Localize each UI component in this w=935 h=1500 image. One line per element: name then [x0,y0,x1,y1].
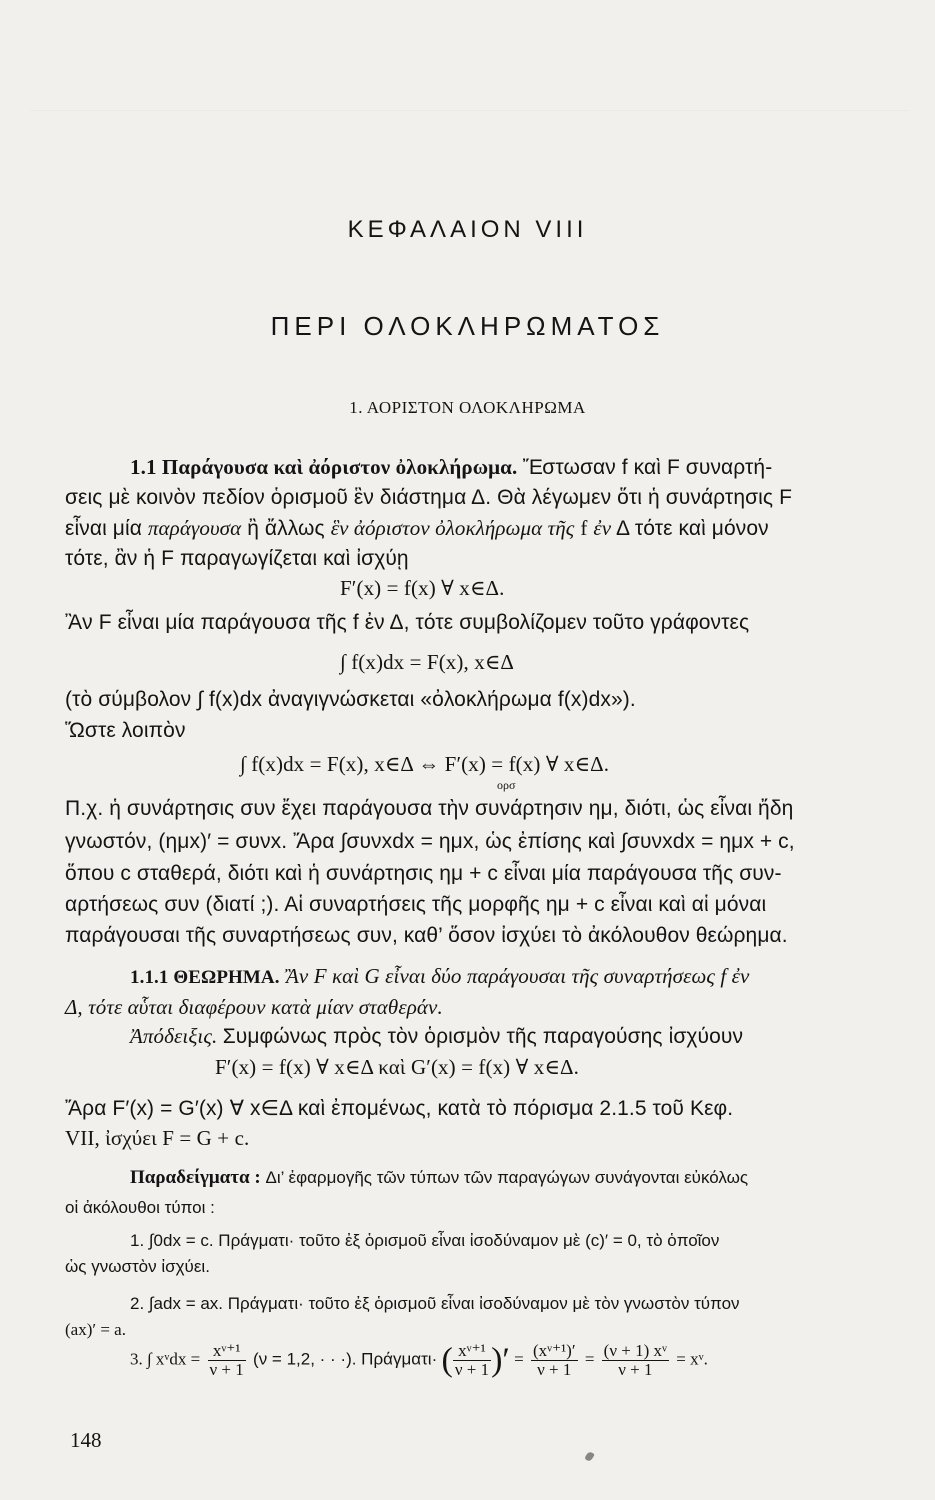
denominator: ν + 1 [454,1359,490,1379]
paragraph-line: Ἂν F εἶναι μία παράγουσα τῆς f ἐν Δ, τότε συμβολίζομεν τοῦτο γράφοντες [65,611,750,634]
example-3 [130,1342,708,1379]
equation: F′(x) = f(x) ∀ x∈Δ. [340,576,505,600]
fraction [208,1342,246,1379]
subsection-heading: 1.1 Παράγουσα καὶ ἀόριστον ὀλοκλήρωμα. [130,455,518,479]
page-number: 148 [70,1428,102,1452]
fraction [453,1342,491,1379]
text-span: Ἔστωσαν f καὶ F συναρτή- [522,456,773,479]
equation: ∫ f(x)dx = F(x), x∈Δ [340,650,515,674]
numerator: (xᵛ⁺¹)′ [532,1341,576,1360]
proof-line: Ἄρα F′(x) = G′(x) ∀ x∈Δ καὶ ἐπομένως, κατὰ τὸ πόρισμα 2.1.5 τοῦ Κεφ. [65,1097,734,1120]
examples-heading: Παραδείγματα : [130,1167,261,1188]
term-italic: παράγουσα [147,516,242,540]
paragraph-line: γνωστόν, (ημx)′ = συνx. Ἄρα ∫συνxdx = ημx, ὡς ἐπίσης καὶ ∫συνxdx = ημx + c, [65,830,795,853]
proof-line: VII, ἰσχύει F = G + c. [65,1126,250,1150]
paragraph-line: (τὸ σύμβολον ∫ f(x)dx ἀναγιγνώσκεται «ὀλοκλήρωμα f(x)dx»). [65,688,636,711]
example-2-cont: (ax)′ = a. [65,1320,126,1339]
examples-line [130,1167,748,1189]
bleed-through [30,110,910,171]
text-span: ἐν [593,516,612,540]
examples-line: οἱ ἀκόλουθοι τύποι : [65,1198,215,1217]
denominator: ν + 1 [537,1359,572,1379]
text-span: f [580,516,588,540]
equals-sign: = [584,1349,595,1369]
paragraph-line: ὅπου c σταθερά, διότι καὶ ἡ συνάρτησις ημ + c εἶναι μία παράγουσα τῆς συν- [65,862,782,885]
text-span: εἶναι μία [65,517,142,540]
paren-open: ( [441,1341,453,1379]
example-1: 1. ∫0dx = c. Πράγματι· τοῦτο ἐξ ὁρισμοῦ εἶναι ἰσοδύναμον μὲ (c)′ = 0, τὸ ὁποῖον [130,1231,720,1250]
theorem-heading: 1.1.1 ΘΕΩΡΗΜΑ. [130,967,280,988]
text-span: Συμφώνως πρὸς τὸν ὁρισμὸν τῆς παραγούσης ἰσχύουν [222,1025,744,1048]
fraction [531,1342,578,1379]
theorem-line [130,964,749,989]
paragraph-line: Ὥστε λοιπὸν [65,719,186,742]
fraction [602,1342,669,1379]
theorem-text: Δ, τότε αὗται διαφέρουν κατὰ μίαν σταθεράν. [65,995,443,1019]
paragraph-line: Π.χ. ἡ συνάρτησις συν ἔχει παράγουσα τὴν συνάρτησιν ημ, διότι, ὡς εἶναι ἤδη [65,797,794,820]
section-heading: 1. ΑΟΡΙΣΤΟΝ ΟΛΟΚΛΗΡΩΜΑ [349,398,586,417]
text-span: Δ τότε καὶ μόνον [615,517,769,540]
paragraph-line [130,455,772,480]
numerator: xᵛ⁺¹ [453,1342,491,1361]
chapter-label: ΚΕΦΑΛΑΙΟΝ VIII [347,216,588,243]
paragraph-line [65,516,769,541]
text-span: 3. ∫ xᵛdx = [130,1349,201,1369]
text-span: ἢ ἄλλως [247,517,325,540]
paragraph-line: αρτήσεως συν (διατί ;). Αἱ συναρτήσεις τῆς μορφῆς ημ + c εἶναι καὶ αἱ μόναι [65,893,767,916]
paragraph-line: σεις μὲ κοινὸν πεδίον ὁρισμοῦ ἓν διάστημα Δ. Θὰ λέγωμεν ὅτι ἡ συνάρτησις F [65,486,793,509]
equation-label: ορσ [497,778,516,792]
numerator: (ν + 1) xᵛ [603,1341,667,1360]
example-2: 2. ∫adx = ax. Πράγματι· τοῦτο ἐξ ὁρισμοῦ εἶναι ἰσοδύναμον μὲ τὸν γνωστὸν τύπον [130,1294,740,1313]
text-span: = xᵛ. [676,1349,708,1369]
text-span: (ν = 1,2, · · ·). Πράγματι· [253,1349,438,1369]
equation: F′(x) = f(x) ∀ x∈Δ καὶ G′(x) = f(x) ∀ x∈Δ. [215,1055,579,1079]
denominator: ν + 1 [618,1359,653,1379]
term-italic: ἓν ἀόριστον ὀλοκλήρωμα τῆς [330,516,575,540]
chapter-title: ΠΕΡΙ ΟΛΟΚΛΗΡΩΜΑΤΟΣ [270,311,665,341]
denominator: ν + 1 [209,1359,244,1379]
equation: ∫ f(x)dx = F(x), x∈Δ ⇔ F′(x) = f(x) ∀ x∈Δ. [240,752,610,776]
paragraph-line: παράγουσαι τῆς συναρτήσεως συν, καθ’ ὅσον ἰσχύει τὸ ἀκόλουθον θεώρημα. [65,924,788,947]
proof-line [130,1024,743,1049]
paren-close: )′ [491,1341,510,1379]
ink-blot [584,1451,595,1462]
example-1-cont: ὡς γνωστὸν ἰσχύει. [65,1257,210,1276]
equals-sign: = [514,1349,524,1369]
proof-label: Ἀπόδειξις. [130,1024,218,1048]
numerator: xᵛ⁺¹ [208,1342,246,1361]
paragraph-line: τότε, ἂν ἡ F παραγωγίζεται καὶ ἰσχύῃ [65,547,409,570]
theorem-text: Ἂν F καὶ G εἶναι δύο παράγουσαι τῆς συναρτήσεως f ἐν [284,964,750,988]
text-span: Δι’ ἐφαρμογῆς τῶν τύπων τῶν παραγώγων συνάγονται εὐκόλως [265,1168,749,1187]
